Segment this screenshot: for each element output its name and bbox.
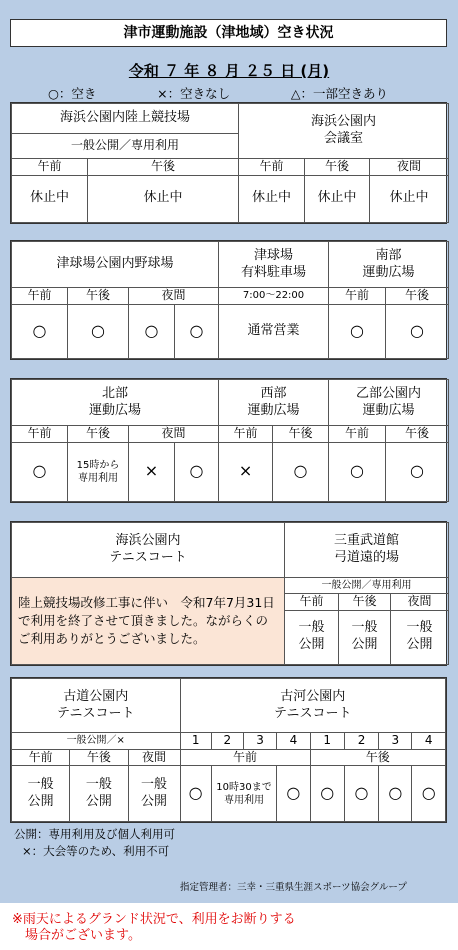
status-mark: ○ xyxy=(310,766,344,822)
court-number: 3 xyxy=(379,733,412,750)
note-public: 公開：専用利用及び個人利用可 xyxy=(14,827,175,841)
col-header: 午後 xyxy=(305,159,370,176)
court-number: 4 xyxy=(277,733,310,750)
status-cell: 一般 公開 xyxy=(339,610,391,664)
col-header: 午前 xyxy=(12,288,68,305)
status-cell: 一般 公開 xyxy=(12,766,70,822)
legend-full: ×：空きなし xyxy=(157,86,231,101)
status-cell: 休止中 xyxy=(88,175,239,222)
legend xyxy=(48,84,388,102)
col-header: 夜間 xyxy=(128,749,180,766)
legend-vacant: ○：空き xyxy=(48,86,97,101)
facility-name: 津球場公園内野球場 xyxy=(12,242,219,288)
col-header: 午後 xyxy=(310,749,445,766)
col-header: 午後 xyxy=(68,426,129,443)
status-mark: ○ xyxy=(329,442,386,501)
status-mark: ○ xyxy=(386,442,449,501)
closure-notice: 陸上競技場改修工事に伴い 令和7年7月31日で利用を終了させて頂きました。ながらくのご利用ありがとうございました。 xyxy=(12,578,285,665)
col-header: 午後 xyxy=(88,159,239,176)
facility-name: 海浜公園内 会議室 xyxy=(239,104,449,159)
status-cell: 一般 公開 xyxy=(128,766,180,822)
court-number: 1 xyxy=(180,733,211,750)
facility-name: 古河公園内 テニスコート xyxy=(180,679,445,733)
facility-name: 三重武道館 弓道遠的場 xyxy=(285,523,449,578)
legend-partial: △：一部空きあり xyxy=(290,86,388,101)
status-mark: ○ xyxy=(68,304,129,358)
facility-name: 海浜公園内 テニスコート xyxy=(12,523,285,578)
status-cell: 一般 公開 xyxy=(391,610,449,664)
status-mark: ○ xyxy=(386,304,449,358)
col-header: 午後 xyxy=(386,426,449,443)
status-note: 10時30まで 専用利用 xyxy=(211,766,277,822)
facility-name: 西部 運動広場 xyxy=(219,380,329,426)
facility-name: 南部 運動広場 xyxy=(329,242,449,288)
status-mark: ○ xyxy=(180,766,211,822)
card-1 xyxy=(10,102,447,224)
rain-notice: ※雨天によるグランド状況で、利用をお断りする 場合がございます。 xyxy=(12,912,296,944)
status-mark: ○ xyxy=(12,304,68,358)
col-header: 午前 xyxy=(239,159,305,176)
status-mark: ○ xyxy=(344,766,378,822)
status-cell: 休止中 xyxy=(305,175,370,222)
col-header: 午前 xyxy=(12,749,70,766)
court-number: 4 xyxy=(412,733,446,750)
court-number: 2 xyxy=(211,733,243,750)
status-cell: 一般 公開 xyxy=(285,610,339,664)
status-mark: ○ xyxy=(129,304,175,358)
date-label: 令和 ７ 年 ８ 月 ２５ 日 (月) xyxy=(128,62,330,80)
col-header: 夜間 xyxy=(129,288,219,305)
col-header: 午前 xyxy=(285,594,339,611)
court-number: 1 xyxy=(310,733,344,750)
col-header: 午後 xyxy=(70,749,128,766)
col-header: 午前 xyxy=(329,288,386,305)
col-header: 午後 xyxy=(386,288,449,305)
col-header: 夜間 xyxy=(391,594,449,611)
card-5 xyxy=(10,677,447,823)
col-header: 午前 xyxy=(12,159,88,176)
col-header: 午後 xyxy=(339,594,391,611)
usage-type: 一般公開／× xyxy=(12,733,181,750)
status-cell: 一般 公開 xyxy=(70,766,128,822)
status-cell: 休止中 xyxy=(12,175,88,222)
status-mark: ○ xyxy=(175,304,219,358)
facility-name: 海浜公園内陸上競技場 xyxy=(12,104,239,134)
status-mark: ○ xyxy=(379,766,412,822)
col-header: 午前 xyxy=(12,426,68,443)
note-cross: ×：大会等のため、利用不可 xyxy=(22,844,170,858)
col-header: 夜間 xyxy=(129,426,219,443)
status-mark: × xyxy=(219,442,273,501)
status-mark: ○ xyxy=(175,442,219,501)
col-header: 午前 xyxy=(329,426,386,443)
status-mark: ○ xyxy=(412,766,446,822)
status-cell: 通常営業 xyxy=(219,304,329,358)
status-mark: ○ xyxy=(277,766,310,822)
court-number: 2 xyxy=(344,733,378,750)
status-mark: ○ xyxy=(329,304,386,358)
facility-name: 古道公園内 テニスコート xyxy=(12,679,181,733)
facility-name: 乙部公園内 運動広場 xyxy=(329,380,449,426)
manager-label: 指定管理者：三幸・三重県生涯スポーツ協会グループ xyxy=(180,882,407,893)
col-header: 午後 xyxy=(68,288,129,305)
status-mark: ○ xyxy=(273,442,329,501)
status-mark: × xyxy=(129,442,175,501)
card-4 xyxy=(10,521,447,666)
card-3 xyxy=(10,378,447,503)
usage-type: 一般公開／専用利用 xyxy=(12,134,239,159)
col-header: 午後 xyxy=(273,426,329,443)
status-cell: 休止中 xyxy=(370,175,449,222)
page-title: 津市運動施設（津地域）空き状況 xyxy=(123,25,334,41)
card-2 xyxy=(10,240,447,360)
court-number: 3 xyxy=(243,733,276,750)
facility-name: 北部 運動広場 xyxy=(12,380,219,426)
col-header: 夜間 xyxy=(370,159,449,176)
col-header: 午前 xyxy=(180,749,310,766)
status-cell: 休止中 xyxy=(239,175,305,222)
col-header: 午前 xyxy=(219,426,273,443)
hours-label: 7:00～22:00 xyxy=(219,288,329,305)
status-note: 15時から 専用利用 xyxy=(68,442,129,501)
title-box xyxy=(10,19,447,47)
facility-name: 津球場 有料駐車場 xyxy=(219,242,329,288)
status-mark: ○ xyxy=(12,442,68,501)
usage-type: 一般公開／専用利用 xyxy=(285,578,449,594)
